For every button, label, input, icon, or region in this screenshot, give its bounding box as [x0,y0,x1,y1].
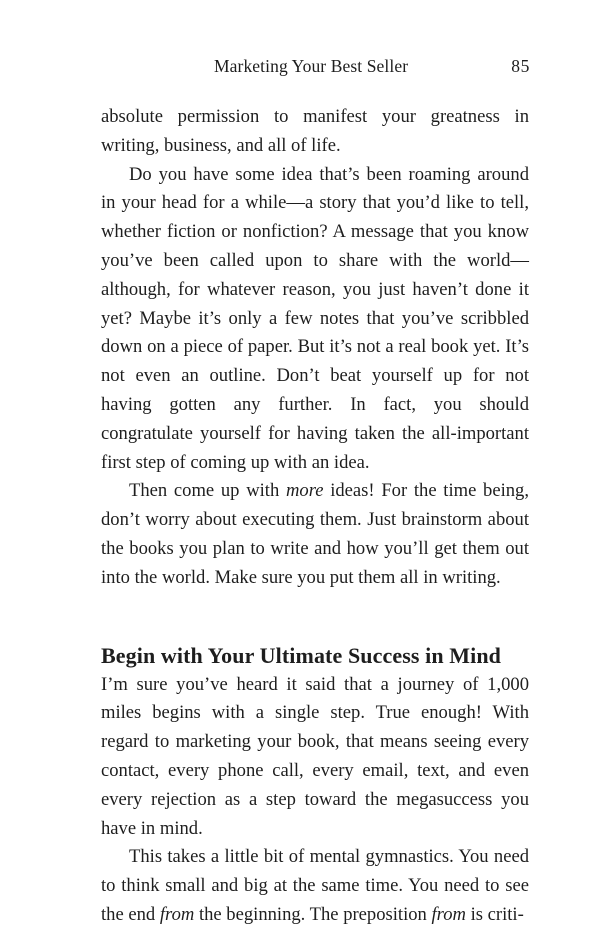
paragraph-journey: I’m sure you’ve heard it said that a journey of 1,000 miles begins with a single step. True enough! With regard to marketing your book, that means seeing every contact, every phone call, every email, text, and even every rejection as a step toward the megasuccess you have in mind. [101,673,529,839]
paragraph-text: Then come up with [129,480,286,502]
paragraph-mental-gymnastics [101,843,529,929]
paragraph-continued: absolute permission to manifest your greatness in writing, business, and all of life. [101,106,529,156]
paragraph-text: is criti- [465,903,524,925]
running-head [0,56,600,82]
paragraph-text: the beginning. The preposition [194,903,432,925]
paragraph-more-ideas [101,477,529,592]
emphasis-from: from [431,903,466,925]
page-number: 85 [511,56,530,76]
paragraph-text: This takes a little bit of mental gymnastics. You need to think small and big at the same time. You need to see the end [101,846,529,925]
section-heading: Begin with Your Ultimate Success in Mind [101,642,502,668]
paragraph-idea: Do you have some idea that’s been roaming around in your head for a while—a story that you’d like to tell, whether fiction or nonfiction? A message that you know you’ve been called upon to share with the world—although, for whatever reason, you just haven’t done it yet? Maybe it’s only a few notes that you’ve scribbled down on a piece of paper. But it’s not a real book yet. It’s not even an outline. Don’t beat yourself up for not having gotten any further. In fact, you should congratulate yourself for having taken the all-important first step of coming up with an idea. [101,163,529,473]
running-title: Marketing Your Best Seller [214,56,409,76]
emphasis-more: more [285,480,324,502]
body-text [101,103,529,930]
emphasis-from: from [159,903,195,925]
paragraph-text: ideas! For the time being, don’t worry about executing them. Just brainstorm about the books you plan to write and how you’ll get them out into the world. Make sure you put them all in writing. [101,480,529,588]
